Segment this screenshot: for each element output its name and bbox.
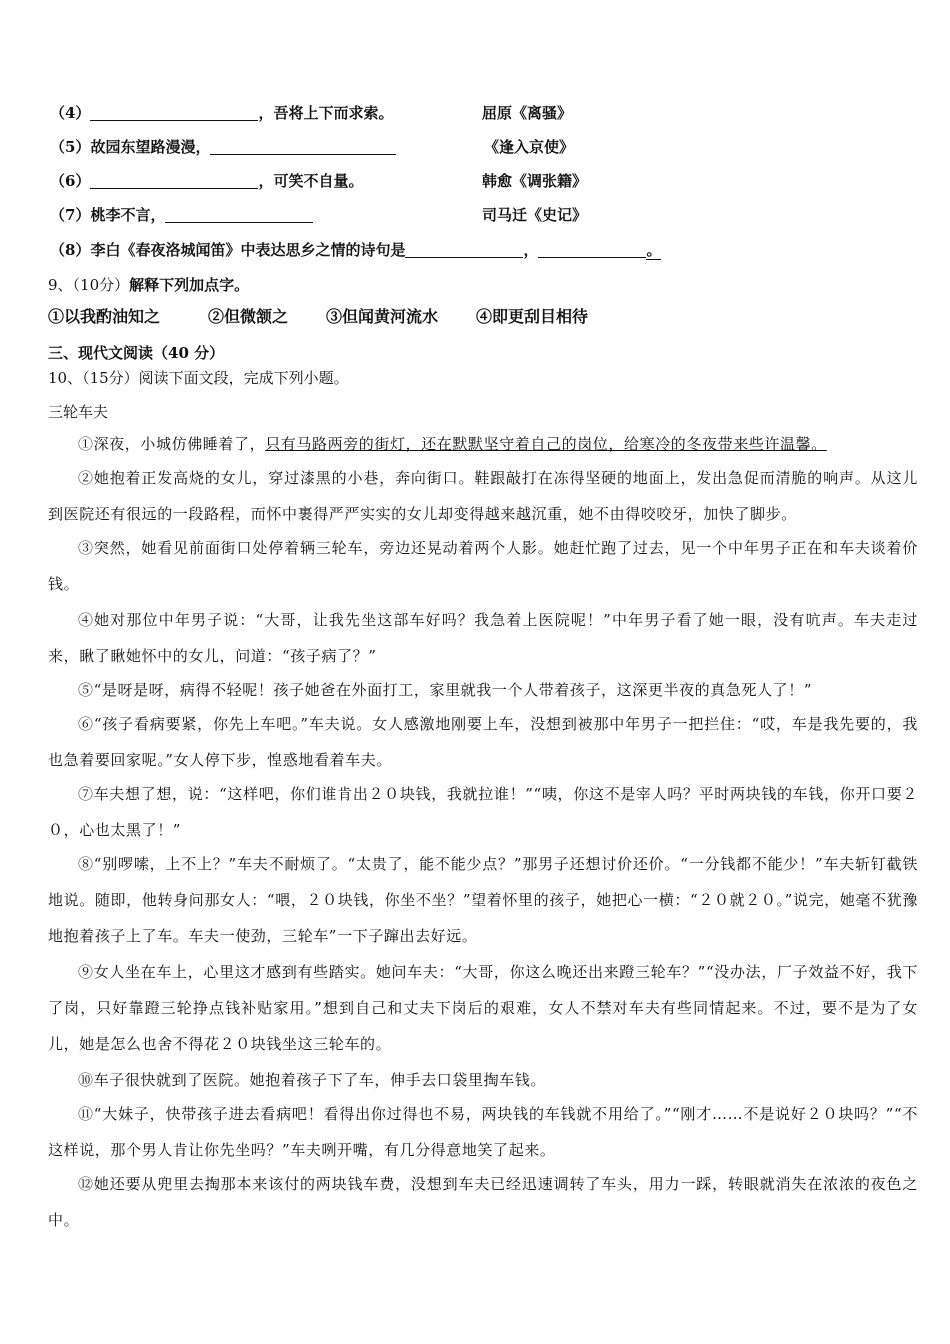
story-paragraph-8: ⑧“别啰嗦，上不上？”车夫不耐烦了。“太贵了，能不能少点？”那男子还想讨价还价。“一分钱都不能少！”车夫斩钉截铁地说。随即，他转身问那女人：“喂，２０块钱，你坐不坐？”望着怀里的孩子，她把心一横：“２０就２０。”说完，她毫不犹豫地抱着孩子上了车。车夫一使劲，三轮车”一下子蹿出去好远。 [48,855,918,945]
poetry-source: 屈原《离骚》 [482,104,573,122]
q9-option-4: ④即更刮目相待 [476,307,589,326]
poem-text: ，吾将上下而求索。 [258,104,394,122]
poetry-line-6 [50,171,363,191]
poem-text: 。 [646,241,662,259]
story-paragraph-1 [48,426,918,462]
story-paragraph-9: ⑨女人坐在车上，心里这才感到有些踏实。她问车夫：“大哥，你这么晚还出来蹬三轮车？”“没办法，厂子效益不好，我下了岗，只好靠蹬三轮挣点钱补贴家用。”想到自己和丈夫下岗后的艰难，女人不禁对车夫有些同情起来。不过，要不是为了女儿，她是怎么也舍不得花２０块钱坐这三轮车的。 [48,963,918,1053]
story-paragraph-5: ⑤“是呀是呀，病得不轻呢！孩子她爸在外面打工，家里就我一个人带着孩子，这深更半夜的真急死人了！” [78,681,813,699]
answer-blank[interactable] [405,242,523,258]
paragraph-text: ①深夜，小城仿佛睡着了， [78,435,266,453]
poetry-line-8 [50,240,661,260]
question-9 [48,275,249,295]
poem-text: ，可笑不自量。 [258,172,364,190]
section-title: 三、现代文阅读（40 分） [48,344,225,362]
poetry-source: 韩愈《调张籍》 [482,172,588,190]
story-paragraph-7: ⑦车夫想了想，说：“这样吧，你们谁肯出２０块钱，我就拉谁！”“咦，你这不是宰人吗？平时两块钱的车钱，你开口要２０，心也太黑了！” [48,785,918,839]
story-paragraph-12: ⑫她还要从兜里去掏那本来该付的两块钱车费，没想到车夫已经迅速调转了车头，用力一踩，转眼就消失在浓浓的夜色之中。 [48,1175,918,1229]
answer-blank[interactable] [90,105,258,121]
story-paragraph-4: ④她对那位中年男子说：“大哥，让我先坐这部车好吗？我急着上医院呢！”中年男子看了她一眼，没有吭声。车夫走过来，瞅了瞅她怀中的女儿，问道：“孩子病了？” [48,611,918,665]
story-paragraph-3: ③突然，她看见前面街口处停着辆三轮车，旁边还晃动着两个人影。她赶忙跑了过去，见一个中年男子正在和车夫谈着价钱。 [48,539,918,593]
q9-option-1: ①以我酌油知之 [48,307,161,326]
answer-blank[interactable] [210,139,396,155]
q9-option-3: ③但闻黄河流水 [326,307,439,326]
item-number: （7） [50,206,91,224]
question-label: 9、（10分） [48,276,130,294]
item-number: （4） [50,104,91,122]
story-paragraph-2: ②她抱着正发高烧的女儿，穿过漆黑的小巷，奔向街口。鞋跟敲打在冻得坚硬的地面上，发出急促而清脆的响声。从这儿到医院还有很远的一段路程，而怀中裹得严严实实的女儿却变得越来越沉重，她不由得咬咬牙，加快了脚步。 [48,469,918,523]
poetry-source: 司马迁《史记》 [482,206,588,224]
poem-text: 李白《春夜洛城闻笛》中表达思乡之情的诗句是 [90,241,406,259]
poem-text: ， [523,241,539,259]
item-number: （8） [50,241,91,259]
story-title: 三轮车夫 [48,403,109,421]
poetry-source: 《逢入京使》 [484,138,575,156]
answer-blank[interactable] [165,207,313,223]
underlined-sentence: 只有马路两旁的街灯，还在默默坚守着自己的岗位，给寒冷的冬夜带来些许温馨。 [265,435,827,453]
q9-option-2: ②但微颔之 [208,307,289,326]
answer-blank[interactable] [538,242,646,258]
item-number: （5） [50,138,91,156]
story-paragraph-11: ⑪“大妹子，快带孩子进去看病吧！看得出你过得也不易，两块钱的车钱就不用给了。”“刚才……不是说好２０块吗？”“不这样说，那个男人肯让你先坐吗？”车夫咧开嘴，有几分得意地笑了起来。 [48,1105,918,1159]
question-prompt: 解释下列加点字。 [129,276,250,294]
question-10: 10、（15分）阅读下面文段，完成下列小题。 [48,369,349,387]
poetry-line-7 [50,205,313,225]
item-number: （6） [50,172,91,190]
poem-text: 故园东望路漫漫， [90,138,211,156]
story-paragraph-6: ⑥“孩子看病要紧，你先上车吧。”车夫说。女人感激地刚要上车，没想到被那中年男子一把拦住：“哎，车是我先要的，我也急着要回家呢。”女人停下步，惶惑地看着车夫。 [48,715,918,769]
poem-text: 桃李不言， [90,206,166,224]
poetry-line-5 [50,137,396,157]
poetry-line-4 [50,103,393,123]
answer-blank[interactable] [90,173,258,189]
story-paragraph-10: ⑩车子很快就到了医院。她抱着孩子下了车，伸手去口袋里掏车钱。 [78,1071,547,1089]
